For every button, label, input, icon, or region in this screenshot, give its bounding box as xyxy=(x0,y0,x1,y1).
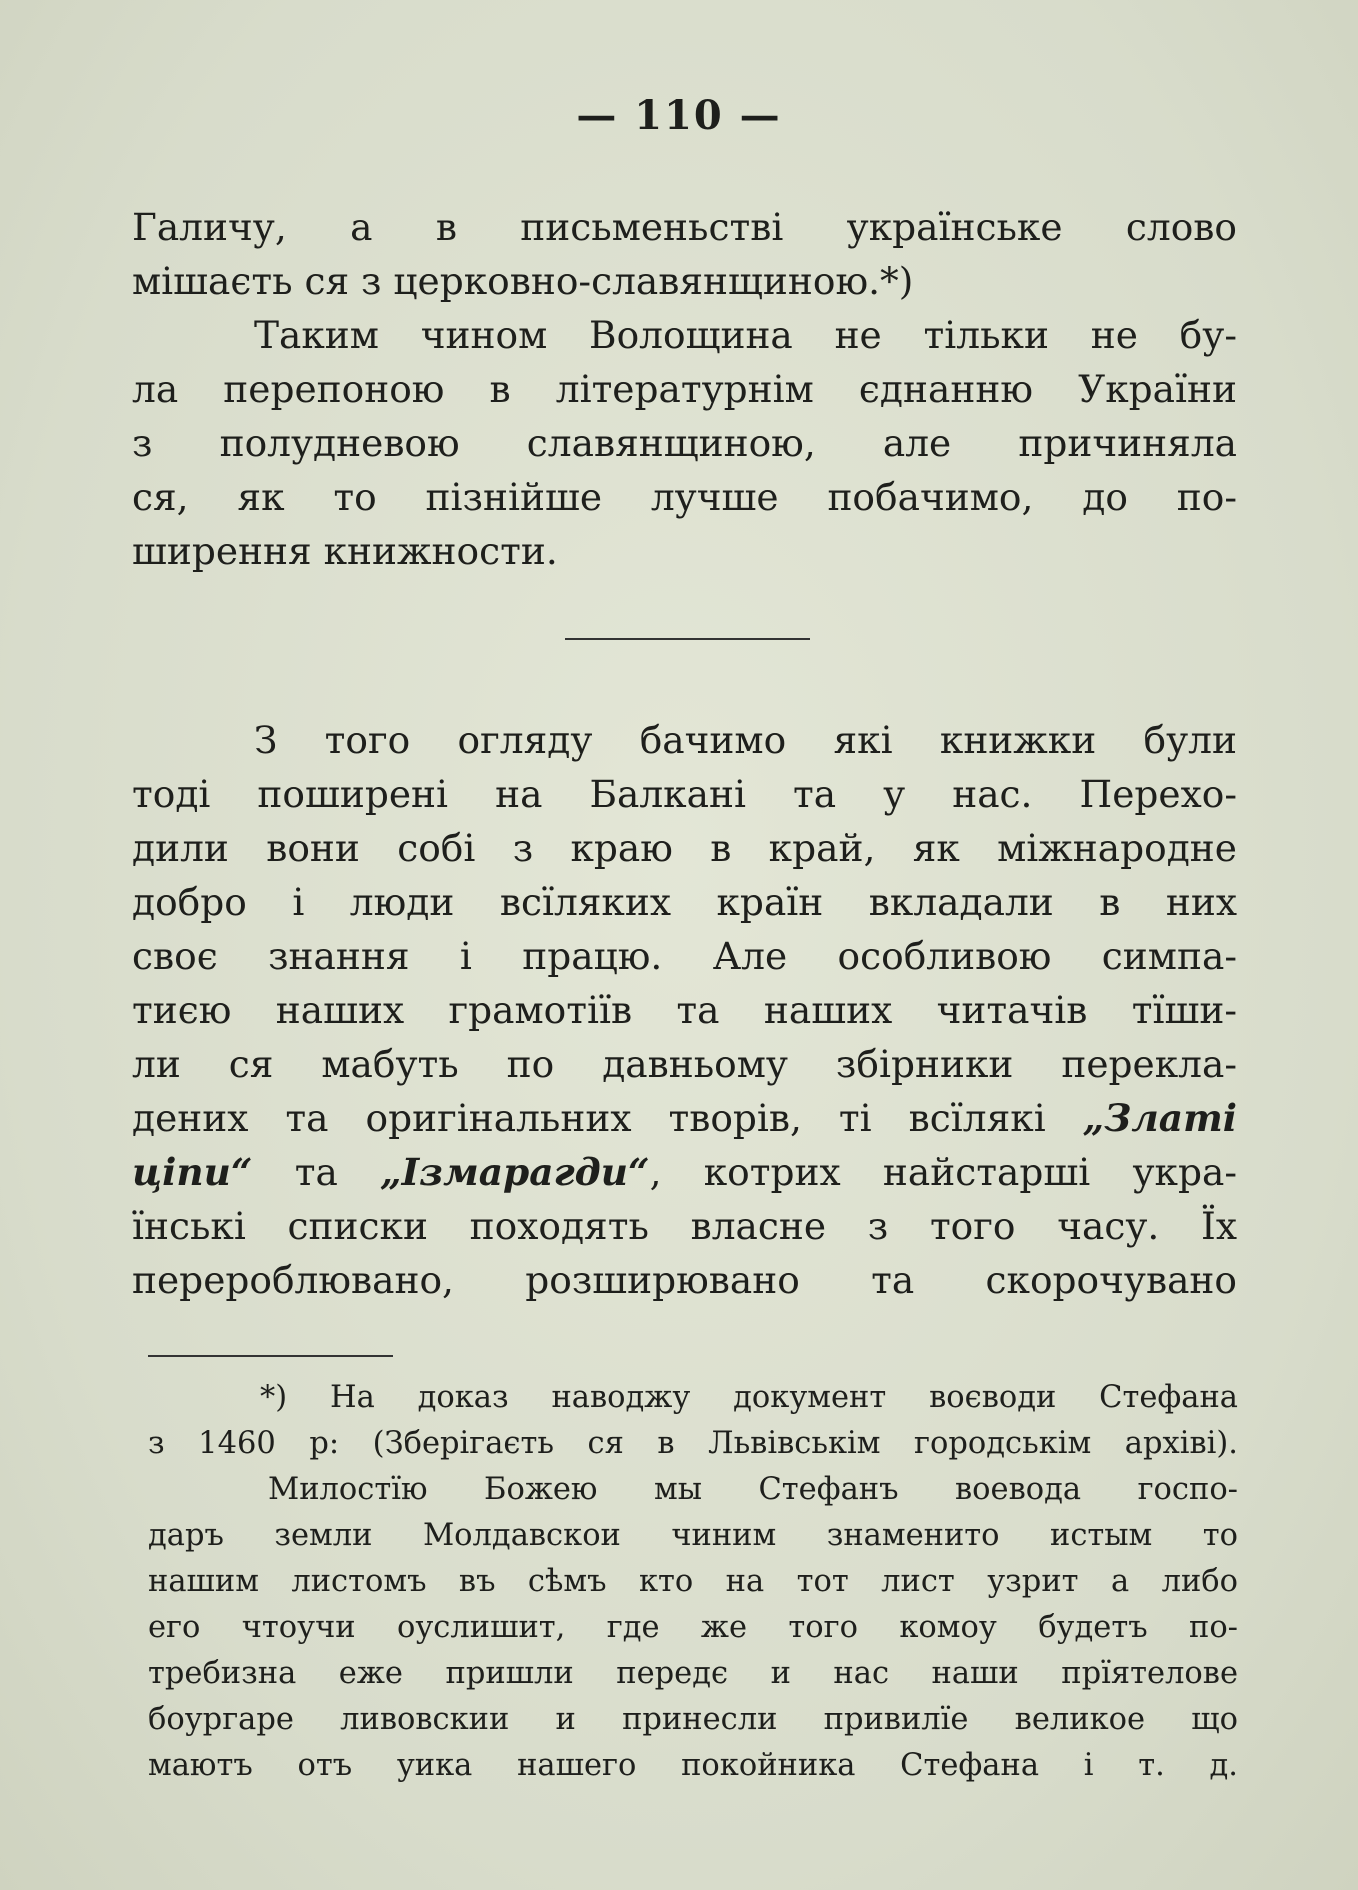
text-run: та xyxy=(252,1150,381,1194)
text-run: дених та оригінальних творів, ті всїлякі xyxy=(132,1096,1083,1140)
text-line: добро і люди всїляких країн вкладали в них xyxy=(132,880,1237,924)
text-line: мішаєть ся з церковно-славянщиною.*) xyxy=(132,259,914,303)
footnote-line: з 1460 р: (Зберігаєть ся в Львівськім городськім архіві). xyxy=(148,1426,1238,1461)
text-line: перероблювано, розширювано та скорочувано xyxy=(132,1258,1237,1302)
footnote-line: даръ земли Молдавскои чиним знаменито истым то xyxy=(148,1518,1238,1553)
footnote-rule xyxy=(148,1355,393,1357)
footnote-line: маютъ отъ уика нашего покойника Стефана і т. д. xyxy=(148,1748,1238,1783)
page-number: — 110 — xyxy=(576,92,782,139)
text-line xyxy=(132,1091,1237,1145)
paragraph-2 xyxy=(132,713,1237,1307)
footnote-line: боургаре ливовскии и принесли привилїе великое що xyxy=(148,1702,1238,1737)
text-line: тиєю наших грамотіїв та наших читачів тїши- xyxy=(132,988,1237,1032)
book-title-izmarahdy: „Ізмарагди“ xyxy=(380,1150,650,1194)
text-line: Галичу, а в письменьстві українське слово xyxy=(132,205,1237,249)
footnote-line: нашим листомъ въ сѣмъ кто на тот лист узрит а либо xyxy=(148,1564,1238,1599)
text-line: ширення книжности. xyxy=(132,529,558,573)
footnote-line: Милостїю Божею мы Стефанъ воевода госпо- xyxy=(268,1472,1238,1507)
text-line: ла перепоною в літературнім єднанню України xyxy=(132,367,1237,411)
text-run: , котрих найстарші укра- xyxy=(649,1150,1237,1194)
text-line: тоді поширені на Балкані та у нас. Перехо- xyxy=(132,772,1237,816)
text-line xyxy=(132,1145,1237,1199)
book-title-zlati: „Златі xyxy=(1082,1096,1237,1140)
text-line: їнські списки походять власне з того часу. Їх xyxy=(132,1204,1237,1248)
footnote-line: его чтоучи оуслишит, где же того комоу будетъ по- xyxy=(148,1610,1238,1645)
footnote-line: *) На доказ наводжу документ воєводи Стефана xyxy=(260,1380,1238,1415)
footnote-line: требизна еже пришли передє и нас наши прїятелове xyxy=(148,1656,1238,1691)
text-line: своє знання і працю. Але особливою симпа- xyxy=(132,934,1237,978)
text-line: з полудневою славянщиною, але причиняла xyxy=(132,421,1237,465)
text-line: дили вони собі з краю в край, як міжнародне xyxy=(132,826,1237,870)
text-line: ся, як то пізнійше лучше побачимо, до по- xyxy=(132,475,1237,519)
text-line: ли ся мабуть по давньому збірники перекла- xyxy=(132,1042,1237,1086)
footnote xyxy=(148,1375,1238,1789)
text-line: З того огляду бачимо які книжки були xyxy=(254,718,1237,762)
section-separator xyxy=(565,638,810,640)
book-title-tsipy: ціпи“ xyxy=(132,1150,253,1194)
paragraph-1 xyxy=(132,200,1237,578)
text-line: Таким чином Волощина не тільки не бу- xyxy=(254,313,1237,357)
